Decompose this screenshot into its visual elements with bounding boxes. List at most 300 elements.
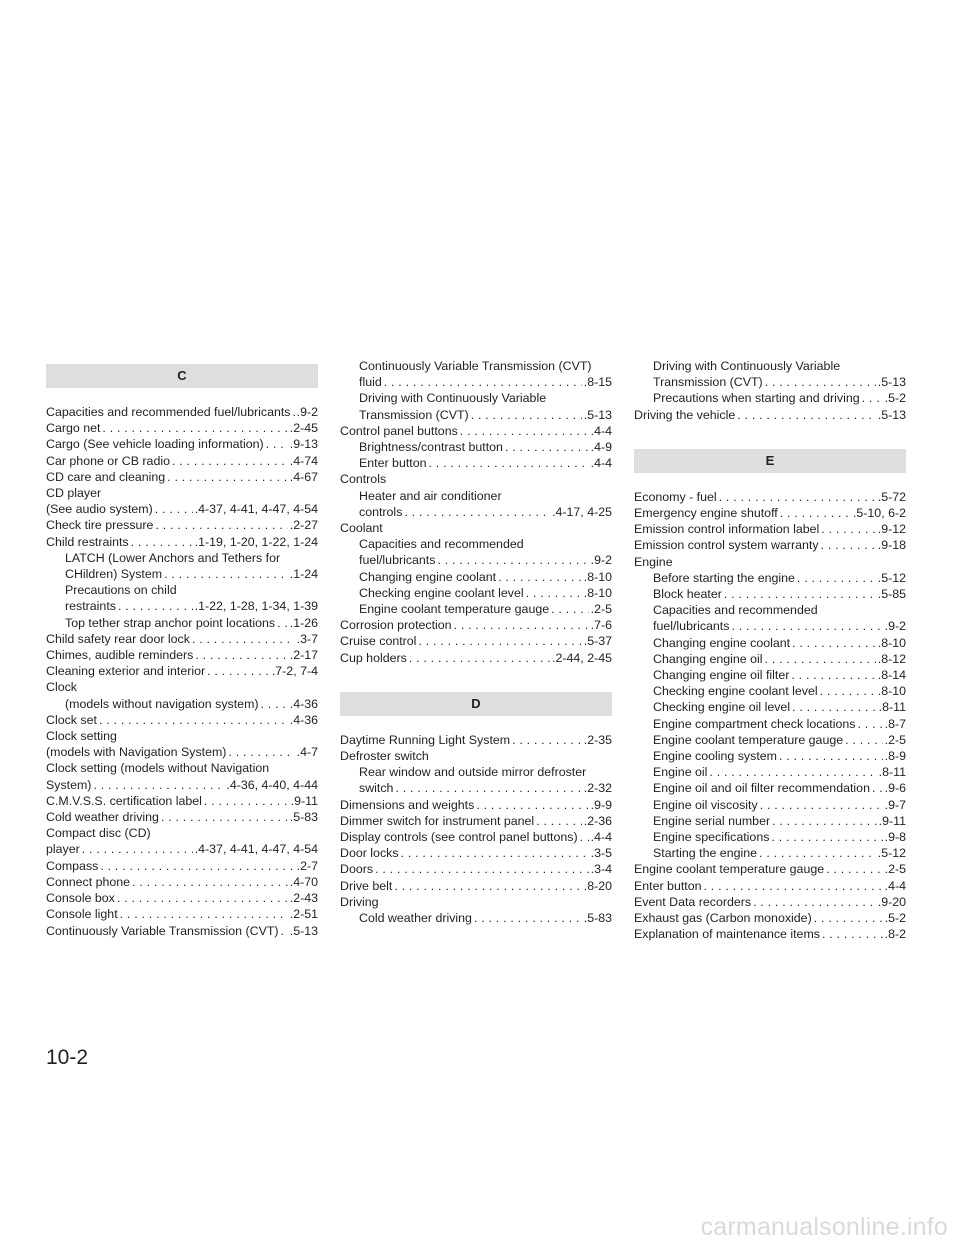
dot-leader	[460, 423, 589, 439]
index-entry	[46, 566, 318, 582]
index-entry	[46, 777, 318, 793]
index-entry	[634, 780, 906, 796]
dot-leader	[821, 521, 875, 537]
entry-page-ref: .1-22, 1-28, 1-34, 1-39	[194, 599, 318, 614]
index-entry	[634, 618, 906, 634]
entry-page-ref: .4-4	[590, 423, 612, 438]
dot-leader	[792, 635, 876, 651]
entry-page-ref: .9-6	[884, 781, 906, 796]
entry-label: Dimmer switch for instrument panel	[340, 813, 535, 828]
entry-label: Engine coolant temperature gauge	[359, 602, 550, 617]
dot-leader	[536, 813, 582, 829]
index-entry	[46, 534, 318, 550]
entry-label: Starting the engine	[653, 846, 758, 861]
index-column-1	[46, 364, 318, 939]
dot-leader	[118, 598, 193, 614]
entry-label: Engine serial number	[653, 813, 771, 828]
dot-leader	[709, 764, 876, 780]
index-entry	[340, 845, 612, 861]
entry-page-ref: .9-8	[884, 830, 906, 845]
entry-label: CD care and cleaning	[46, 469, 166, 484]
index-entry	[634, 505, 906, 521]
entry-page-ref: .4-36, 4-40, 4-44	[226, 777, 318, 792]
index-entry	[634, 374, 906, 390]
dot-leader	[765, 374, 876, 390]
dot-leader	[409, 650, 550, 666]
dot-leader	[261, 696, 288, 712]
entry-label: Block heater	[653, 587, 722, 602]
entry-label: Explanation of maintenance items	[634, 927, 820, 942]
dot-leader	[526, 585, 582, 601]
entry-label: (models with Navigation System)	[46, 745, 227, 760]
entry-label: Cup holders	[340, 650, 407, 665]
entry-page-ref: .4-9	[590, 440, 612, 455]
index-entry	[46, 874, 318, 890]
index-subheading: Capacities and recommended	[359, 537, 524, 552]
dot-leader	[814, 910, 883, 926]
entry-page-ref: .4-4	[590, 456, 612, 471]
entry-label: Chimes, audible reminders	[46, 648, 194, 663]
entry-label: Door locks	[340, 846, 399, 861]
entry-page-ref: .8-2	[884, 927, 906, 942]
entry-page-ref: .9-20	[877, 894, 906, 909]
dot-leader	[724, 586, 876, 602]
entry-label: Top tether strap anchor point locations	[65, 615, 276, 630]
entry-label: Engine oil and oil filter recommendation	[653, 781, 870, 796]
index-entry	[340, 569, 612, 585]
entry-label: Control panel buttons	[340, 423, 458, 438]
index-entry	[634, 926, 906, 942]
entry-label: Engine oil viscosity	[653, 797, 758, 812]
dot-leader	[161, 809, 288, 825]
entry-page-ref: .2-43	[289, 891, 318, 906]
entry-label: Transmission (CVT)	[359, 407, 469, 422]
entry-label: switch	[359, 781, 394, 796]
entry-page-ref: .5-13	[877, 407, 906, 422]
entry-label: Brightness/contrast button	[359, 440, 503, 455]
dot-leader	[100, 858, 294, 874]
entry-label: Emergency engine shutoff	[634, 506, 778, 521]
index-entry	[634, 570, 906, 586]
entry-label: Cargo net	[46, 421, 101, 436]
index-entry	[340, 552, 612, 568]
entry-page-ref: .5-13	[583, 407, 612, 422]
dot-leader	[418, 633, 581, 649]
entry-page-ref: .9-7	[884, 797, 906, 812]
index-entry	[634, 797, 906, 813]
index-entry	[46, 696, 318, 712]
entry-page-ref: .5-12	[877, 570, 906, 585]
entry-page-ref: .1-24	[289, 567, 318, 582]
dot-leader	[404, 504, 550, 520]
index-entry	[46, 793, 318, 809]
entry-page-ref: .8-10	[877, 635, 906, 650]
dot-leader	[771, 829, 882, 845]
section-heading-e: E	[634, 449, 906, 473]
index-entry	[46, 501, 318, 517]
entry-label: Check tire pressure	[46, 518, 154, 533]
dot-leader	[821, 537, 876, 553]
dot-leader	[872, 780, 883, 796]
entry-page-ref: .4-36	[289, 712, 318, 727]
entry-label: Driving the vehicle	[634, 407, 736, 422]
entry-label: Engine coolant temperature gauge	[634, 862, 825, 877]
entry-page-ref: .5-72	[877, 489, 906, 504]
index-entry	[634, 861, 906, 877]
entry-label: Capacities and recommended fuel/lubricants	[46, 405, 291, 419]
index-entry	[340, 617, 612, 633]
entry-page-ref: .1-19, 1-20, 1-22, 1-24	[194, 534, 318, 549]
entry-label: Precautions when starting and driving	[653, 391, 860, 406]
dot-leader	[172, 453, 288, 469]
index-entry	[46, 890, 318, 906]
dot-leader	[437, 552, 588, 568]
entry-page-ref: .2-5	[884, 862, 906, 877]
index-entry	[340, 633, 612, 649]
dot-leader	[117, 890, 288, 906]
entry-page-ref: .2-36	[583, 813, 612, 828]
index-entry	[634, 716, 906, 732]
index-entry	[340, 439, 612, 455]
entry-page-ref: .2-32	[583, 781, 612, 796]
entry-page-ref: .5-37	[583, 634, 612, 649]
entry-page-ref: .4-4	[884, 878, 906, 893]
entry-label: Checking engine oil level	[653, 700, 791, 715]
index-entry	[340, 455, 612, 471]
dot-leader	[167, 469, 288, 485]
entry-page-ref: .8-11	[878, 700, 906, 715]
entry-page-ref: .9-13	[289, 437, 318, 452]
index-entry	[340, 585, 612, 601]
index-subheading: Heater and air conditioner	[359, 488, 502, 503]
index-entry	[634, 521, 906, 537]
entry-label: Corrosion protection	[340, 618, 452, 633]
index-subheading: Capacities and recommended	[653, 603, 818, 618]
dot-leader	[132, 874, 288, 890]
dot-leader	[505, 439, 589, 455]
entry-page-ref: .5-13	[289, 923, 318, 938]
entry-label: Before starting the engine	[653, 570, 795, 585]
entry-page-ref: .4-70	[289, 874, 318, 889]
entry-label: Dimensions and weights	[340, 797, 475, 812]
entry-page-ref: .2-35	[583, 732, 612, 747]
entry-label: Changing engine coolant	[359, 569, 497, 584]
dot-leader	[759, 845, 876, 861]
entry-page-ref: .2-44, 2-45	[552, 650, 612, 665]
dot-leader	[731, 618, 882, 634]
dot-leader	[780, 505, 851, 521]
entry-page-ref: .4-36	[289, 696, 318, 711]
dot-leader	[779, 748, 883, 764]
dot-leader	[580, 829, 589, 845]
dot-leader	[99, 712, 288, 728]
index-entry	[46, 469, 318, 485]
entry-page-ref: .5-12	[877, 846, 906, 861]
index-entry	[340, 601, 612, 617]
dot-leader	[277, 615, 288, 631]
index-subheading: Coolant	[340, 521, 383, 536]
entry-label: fluid	[359, 375, 382, 390]
entry-page-ref: .8-9	[884, 749, 906, 764]
entry-label: Emission control system warranty	[634, 538, 819, 553]
entry-label: Economy - fuel	[634, 489, 717, 504]
entry-label: Doors	[340, 862, 374, 877]
index-entry	[634, 390, 906, 406]
index-entry	[46, 663, 318, 679]
entry-label: (models without navigation system)	[65, 696, 259, 711]
entry-page-ref: .4-17, 4-25	[552, 504, 612, 519]
index-subheading: Defroster switch	[340, 749, 429, 764]
dot-leader	[476, 797, 588, 813]
entry-label: C.M.V.S.S. certification label	[46, 793, 202, 808]
entry-label: Daytime Running Light System	[340, 732, 511, 747]
index-entry	[340, 423, 612, 439]
index-entry	[634, 489, 906, 505]
index-subheading: Rear window and outside mirror defroster	[359, 765, 587, 780]
entry-page-ref: .5-13	[877, 375, 906, 390]
index-subheading: Controls	[340, 472, 387, 487]
index-entry	[46, 436, 318, 452]
dot-leader	[266, 436, 288, 452]
index-entry	[340, 780, 612, 796]
index-entry	[340, 650, 612, 666]
entry-page-ref: .2-5	[590, 602, 612, 617]
entry-page-ref: .4-37, 4-41, 4-47, 4-54	[194, 502, 318, 517]
index-entry	[46, 744, 318, 760]
entry-label: Transmission (CVT)	[653, 375, 763, 390]
dot-leader	[204, 793, 289, 809]
entry-page-ref: .4-74	[289, 453, 318, 468]
index-entry	[46, 404, 318, 420]
index-entry	[634, 910, 906, 926]
entry-list-c	[46, 404, 318, 939]
dot-leader	[826, 861, 883, 877]
dot-leader	[429, 455, 589, 471]
index-entry	[634, 537, 906, 553]
dot-leader	[760, 797, 883, 813]
entry-label: Changing engine oil filter	[653, 668, 790, 683]
dot-leader	[797, 570, 876, 586]
entry-page-ref: .2-27	[289, 518, 318, 533]
section-heading-c: C	[46, 364, 318, 388]
dot-leader	[512, 732, 582, 748]
dot-leader	[704, 878, 883, 894]
index-entry	[634, 764, 906, 780]
index-entry	[46, 420, 318, 436]
entry-label: System)	[46, 777, 92, 792]
entry-page-ref: .2-17	[289, 648, 318, 663]
entry-label: Engine specifications	[653, 830, 770, 845]
entry-label: Engine cooling system	[653, 749, 777, 764]
dot-leader	[454, 617, 589, 633]
dot-leader	[820, 683, 876, 699]
index-entry	[634, 732, 906, 748]
entry-page-ref: .5-2	[884, 391, 906, 406]
dot-leader	[293, 404, 295, 420]
entry-page-ref: .9-12	[877, 522, 906, 537]
entry-label: Compass	[46, 858, 99, 873]
dot-leader	[281, 923, 288, 939]
entry-page-ref: .3-7	[296, 631, 318, 646]
index-column-3	[634, 358, 906, 943]
dot-leader	[474, 910, 582, 926]
index-entry	[634, 586, 906, 602]
dot-leader	[195, 647, 287, 663]
entry-page-ref: .8-14	[877, 668, 906, 683]
index-entry	[340, 504, 612, 520]
entry-label: Checking engine coolant level	[653, 684, 818, 699]
index-subheading: CD player	[46, 486, 102, 501]
dot-leader	[862, 390, 883, 406]
entry-page-ref: .8-10	[877, 684, 906, 699]
entry-page-ref: .5-2	[884, 911, 906, 926]
entry-page-ref: .8-20	[583, 878, 612, 893]
index-entry	[340, 732, 612, 748]
entry-page-ref: .1-26	[289, 615, 318, 630]
index-entry	[634, 651, 906, 667]
entry-page-ref: .8-15	[583, 375, 612, 390]
entry-list-d	[340, 732, 612, 926]
index-entry	[340, 878, 612, 894]
dot-leader	[155, 501, 193, 517]
index-entry	[340, 813, 612, 829]
index-entry	[340, 861, 612, 877]
entry-label: restraints	[65, 599, 116, 614]
index-entry	[634, 667, 906, 683]
entry-label: Cold weather driving	[46, 810, 159, 825]
entry-label: Display controls (see control panel buttons)	[340, 830, 578, 845]
dot-leader	[845, 732, 883, 748]
entry-label: Engine coolant temperature gauge	[653, 732, 844, 747]
entry-label: Continuously Variable Transmission (CVT)	[46, 923, 279, 938]
entry-page-ref: .4-37, 4-41, 4-47, 4-54	[194, 842, 318, 857]
index-entry	[340, 374, 612, 390]
index-entry	[46, 517, 318, 533]
entry-label: Drive belt	[340, 878, 393, 893]
entry-page-ref: .9-2	[884, 619, 906, 634]
entry-page-ref: .2-45	[289, 421, 318, 436]
dot-leader	[93, 777, 224, 793]
entry-page-ref: .7-2, 7-4	[271, 664, 318, 679]
index-subheading: Driving with Continuously Variable	[359, 391, 547, 406]
entry-page-ref: .8-12	[877, 651, 906, 666]
index-entry	[46, 923, 318, 939]
dot-leader	[772, 813, 877, 829]
index-entry	[46, 841, 318, 857]
entry-page-ref: .4-7	[296, 745, 318, 760]
entry-label: Engine compartment check locations	[653, 716, 856, 731]
entry-list-e	[634, 489, 906, 943]
dot-leader	[498, 569, 582, 585]
index-entry	[634, 813, 906, 829]
entry-page-ref: .9-2	[590, 553, 612, 568]
entry-label: fuel/lubricants	[359, 553, 436, 568]
entry-page-ref: .4-67	[289, 469, 318, 484]
dot-leader	[102, 420, 287, 436]
index-subheading: Clock	[46, 680, 77, 695]
entry-label: Console box	[46, 891, 115, 906]
dot-leader	[765, 651, 876, 667]
index-subheading: LATCH (Lower Anchors and Tethers for	[65, 550, 281, 565]
entry-label: Engine oil	[653, 765, 708, 780]
entry-label: Child safety rear door lock	[46, 631, 190, 646]
entry-label: CHildren) System	[65, 567, 163, 582]
entry-page-ref: .8-10	[583, 585, 612, 600]
entry-label: Event Data recorders	[634, 894, 752, 909]
entry-label: Connect phone	[46, 874, 131, 889]
entry-label: Cruise control	[340, 634, 417, 649]
dot-leader	[394, 878, 581, 894]
dot-leader	[792, 699, 877, 715]
dot-leader	[791, 667, 875, 683]
dot-leader	[155, 517, 287, 533]
entry-label: Car phone or CB radio	[46, 453, 170, 468]
entry-page-ref: .3-5	[590, 846, 612, 861]
entry-page-ref: .2-7	[296, 858, 318, 873]
dot-leader	[753, 894, 876, 910]
dot-leader	[375, 861, 589, 877]
entry-label: Changing engine coolant	[653, 635, 791, 650]
dot-leader	[207, 663, 270, 679]
entry-label: Cleaning exterior and interior	[46, 664, 206, 679]
dot-leader	[719, 489, 876, 505]
entry-page-ref: .5-85	[877, 587, 906, 602]
entry-page-ref: .9-9	[590, 797, 612, 812]
entry-label: Cargo (See vehicle loading information)	[46, 437, 264, 452]
index-entry	[46, 712, 318, 728]
entry-page-ref: .9-11	[878, 813, 906, 828]
index-entry	[634, 699, 906, 715]
entry-page-ref: .9-2	[296, 405, 318, 419]
dot-leader	[228, 744, 294, 760]
index-entry	[46, 631, 318, 647]
dot-leader	[822, 926, 883, 942]
entry-page-ref: .9-18	[877, 538, 906, 553]
entry-page-ref: .8-7	[884, 716, 906, 731]
dot-leader	[120, 906, 288, 922]
entry-page-ref: .8-10	[583, 569, 612, 584]
index-subheading: Continuously Variable Transmission (CVT)	[359, 359, 592, 373]
dot-leader	[395, 780, 581, 796]
entry-label: Child restraints	[46, 534, 129, 549]
dot-leader	[471, 407, 582, 423]
index-entry	[46, 598, 318, 614]
dot-leader	[384, 374, 582, 390]
entry-label: (See audio system)	[46, 502, 153, 517]
section-heading-d: D	[340, 692, 612, 716]
entry-page-ref: .8-11	[878, 765, 906, 780]
index-entry	[340, 797, 612, 813]
index-entry	[46, 809, 318, 825]
entry-label: Enter button	[634, 878, 702, 893]
index-subheading: Driving with Continuously Variable	[653, 359, 841, 373]
entry-label: player	[46, 842, 80, 857]
index-entry	[634, 407, 906, 423]
index-entry	[340, 910, 612, 926]
index-subheading: Clock setting (models without Navigation	[46, 761, 270, 776]
dot-leader	[82, 841, 193, 857]
entry-page-ref: .5-10, 6-2	[852, 506, 906, 521]
index-entry	[46, 858, 318, 874]
index-subheading: Precautions on child	[65, 583, 177, 598]
entry-list-d-continued	[634, 358, 906, 423]
entry-label: Cold weather driving	[359, 911, 472, 926]
index-entry	[634, 683, 906, 699]
page-number: 10-2	[46, 1046, 89, 1069]
index-entry	[46, 647, 318, 663]
index-entry	[340, 407, 612, 423]
entry-list-c-continued	[340, 358, 612, 666]
